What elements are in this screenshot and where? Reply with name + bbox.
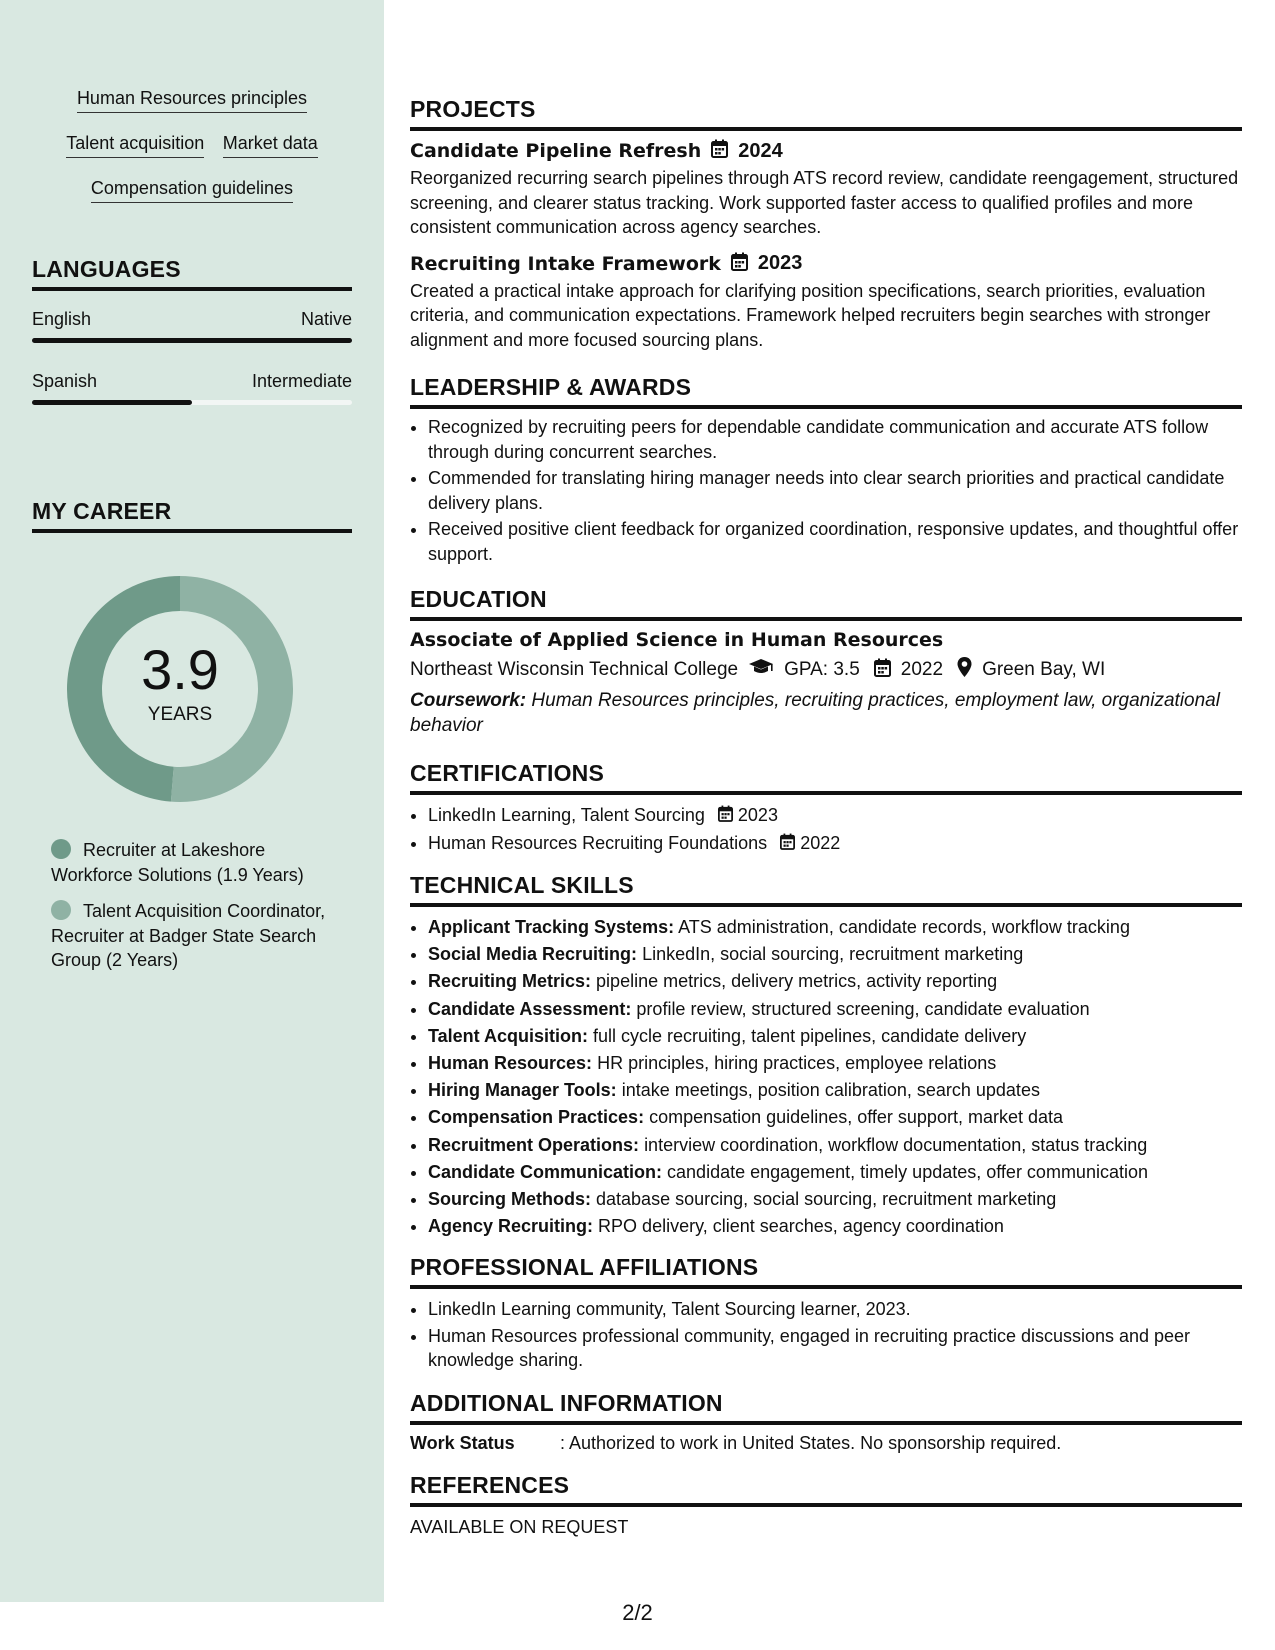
coursework-text: Human Resources principles, recruiting practices, employment law, organizational behavior (410, 690, 1220, 736)
references-title: REFERENCES (410, 1472, 1242, 1507)
affiliations-title: PROFESSIONAL AFFILIATIONS (410, 1254, 1242, 1289)
list-item (428, 1160, 1242, 1185)
skill-label: Talent Acquisition: (428, 1025, 588, 1046)
language-name: English (32, 309, 92, 329)
education-meta (410, 657, 1242, 683)
skills-section (410, 872, 1242, 1241)
language-bar-fill (32, 400, 192, 405)
leadership-list (410, 415, 1242, 566)
language-level: Intermediate (251, 371, 352, 391)
language-level: Native (300, 309, 352, 329)
career-total-value: 3.9 (141, 638, 219, 701)
skill-label: Compensation Practices: (428, 1107, 645, 1128)
references-section (410, 1472, 1242, 1538)
list-item (428, 1078, 1242, 1103)
skill-value: HR principles, hiring practices, employee relations (597, 1053, 997, 1074)
skill-value: candidate engagement, timely updates, offer communication (667, 1161, 1148, 1182)
certifications-title: CERTIFICATIONS (410, 760, 1242, 795)
affiliations-section (410, 1254, 1242, 1375)
tag-row (32, 88, 352, 133)
skill-tag: Talent acquisition (66, 133, 204, 158)
language-name: Spanish (32, 371, 98, 391)
skill-label: Sourcing Methods: (428, 1189, 591, 1210)
project-name: Recruiting Intake Framework (410, 252, 721, 275)
list-item (428, 1214, 1242, 1239)
list-item (428, 1051, 1242, 1076)
career-legend-item (51, 899, 341, 973)
skill-label: Agency Recruiting: (428, 1216, 594, 1237)
career-title: MY CAREER (32, 498, 352, 533)
certifications-section (410, 760, 1242, 858)
education-title: EDUCATION (410, 586, 1242, 621)
skills-list (410, 915, 1242, 1239)
career-legend-text: Recruiter at Lakeshore Workforce Solutions (1.9 Years) (51, 840, 304, 885)
calendar-icon (711, 139, 728, 163)
skill-value: full cycle recruiting, talent pipelines, candidate delivery (593, 1025, 1027, 1046)
project-year: 2023 (757, 252, 803, 274)
skills-title: TECHNICAL SKILLS (410, 872, 1242, 907)
project-name: Candidate Pipeline Refresh (410, 140, 702, 162)
tag-row (32, 178, 352, 223)
career-legend (51, 838, 341, 973)
calendar-icon (874, 658, 891, 683)
sidebar (0, 0, 384, 1602)
degree: Associate of Applied Science in Human Resources (410, 629, 944, 651)
skill-tag: Market data (223, 133, 318, 158)
skill-label: Recruitment Operations: (428, 1134, 640, 1155)
gpa: GPA: 3.5 (784, 659, 860, 680)
references-text: AVAILABLE ON REQUEST (410, 1517, 629, 1537)
work-status-value: : Authorized to work in United States. No sponsorship required. (560, 1433, 1062, 1453)
career-total-unit: YEARS (147, 704, 213, 725)
language-item (32, 309, 352, 343)
list-item (428, 803, 1242, 829)
skill-label: Applicant Tracking Systems: (428, 917, 675, 937)
calendar-icon (780, 832, 795, 857)
location-pin-icon (957, 657, 972, 683)
list-item (428, 1024, 1242, 1049)
coursework (410, 689, 1242, 738)
certification-name: LinkedIn Learning, Talent Sourcing (428, 805, 705, 825)
certification-year: 2022 (800, 832, 841, 853)
list-item (428, 831, 1242, 857)
leadership-title: LEADERSHIP & AWARDS (410, 374, 1242, 409)
projects-section (410, 96, 1242, 352)
languages-title: LANGUAGES (32, 256, 352, 291)
skill-label: Hiring Manager Tools: (428, 1080, 617, 1101)
skill-value: RPO delivery, client searches, agency coordination (598, 1216, 1004, 1237)
coursework-label: Coursework: (410, 690, 527, 711)
certification-name: Human Resources Recruiting Foundations (428, 832, 768, 853)
skill-value: LinkedIn, social sourcing, recruitment marketing (642, 944, 1024, 965)
project-description: Created a practical intake approach for clarifying position specifications, search priorities, evaluation criteria, and communication expectations. Framework helped recruiters begin searches with stronger alignment and more focused sourcing plans. (410, 280, 1211, 350)
certification-year: 2023 (737, 805, 778, 825)
project-year: 2024 (738, 139, 783, 162)
language-item (32, 371, 352, 405)
language-bar-fill (32, 338, 352, 343)
work-status-label: Work Status (410, 1433, 515, 1453)
skill-label: Human Resources: (428, 1053, 593, 1074)
list-item: • Commended for translating hiring manager needs into clear search priorities and practical candidate delivery plans. (428, 466, 1242, 515)
list-item: • Human Resources professional community, engaged in recruiting practice discussions and peer knowledge sharing. (428, 1324, 1242, 1373)
tag-row (32, 133, 352, 178)
skill-value: pipeline metrics, delivery metrics, activity reporting (596, 971, 998, 992)
list-item (428, 997, 1242, 1022)
projects-title: PROJECTS (410, 96, 1242, 131)
project-description: Reorganized recurring search pipelines through ATS record review, candidate reengagement, structured screening, and clearer status tracking. Work supported faster access to qualified profiles and more consistent communication across agency searches. (410, 168, 1239, 237)
project-item (410, 139, 1242, 240)
page-number: 2/2 (622, 1600, 653, 1625)
list-item: • Received positive client feedback for organized coordination, responsive updates, and thoughtful offer support. (428, 517, 1242, 566)
list-item: • LinkedIn Learning community, Talent Sourcing learner, 2023. (428, 1297, 1242, 1322)
skill-value: interview coordination, workflow documentation, status tracking (644, 1134, 1148, 1155)
list-item: • Recognized by recruiting peers for dependable candidate communication and accurate ATS follow through during concurrent searches. (428, 415, 1242, 464)
skill-value: compensation guidelines, offer support, market data (649, 1107, 1063, 1128)
legend-dot-icon (51, 839, 71, 859)
skill-label: Recruiting Metrics: (428, 971, 592, 992)
list-item (428, 942, 1242, 967)
additional-section (410, 1390, 1242, 1454)
calendar-icon (731, 252, 748, 276)
skill-label: Social Media Recruiting: (428, 944, 638, 965)
calendar-icon (718, 804, 733, 829)
list-item (428, 969, 1242, 994)
leadership-section (410, 374, 1242, 568)
education-section (410, 586, 1242, 738)
career-legend-item (51, 838, 341, 887)
career-legend-text: Talent Acquisition Coordinator, Recruiter at Badger State Search Group (2 Years) (51, 901, 326, 970)
skill-tags (32, 88, 352, 223)
skill-tag: Compensation guidelines (91, 178, 293, 203)
list-item (428, 1105, 1242, 1130)
skill-tag: Human Resources principles (77, 88, 307, 113)
languages-section (32, 256, 352, 405)
list-item (428, 1187, 1242, 1212)
skill-value: profile review, structured screening, candidate evaluation (636, 998, 1090, 1019)
skill-label: Candidate Communication: (428, 1161, 663, 1182)
language-bar-track (32, 400, 352, 405)
project-item (410, 252, 1242, 353)
graduation-year: 2022 (900, 659, 944, 680)
school-name: Northeast Wisconsin Technical College (410, 659, 739, 680)
affiliations-list (410, 1297, 1242, 1373)
additional-title: ADDITIONAL INFORMATION (410, 1390, 1242, 1425)
career-donut (67, 576, 293, 802)
skill-value: intake meetings, position calibration, search updates (621, 1080, 1040, 1101)
language-bar-track (32, 338, 352, 343)
certifications-list (410, 803, 1242, 856)
legend-dot-icon (51, 900, 71, 920)
work-status-row (410, 1433, 1242, 1454)
career-section (32, 498, 352, 533)
school-location: Green Bay, WI (982, 659, 1106, 680)
graduation-cap-icon (748, 658, 774, 682)
skill-value: database sourcing, social sourcing, recruitment marketing (596, 1189, 1057, 1210)
list-item (428, 915, 1242, 940)
skill-label: Candidate Assessment: (428, 998, 632, 1019)
list-item (428, 1133, 1242, 1158)
skill-value: ATS administration, candidate records, workflow tracking (678, 917, 1130, 937)
